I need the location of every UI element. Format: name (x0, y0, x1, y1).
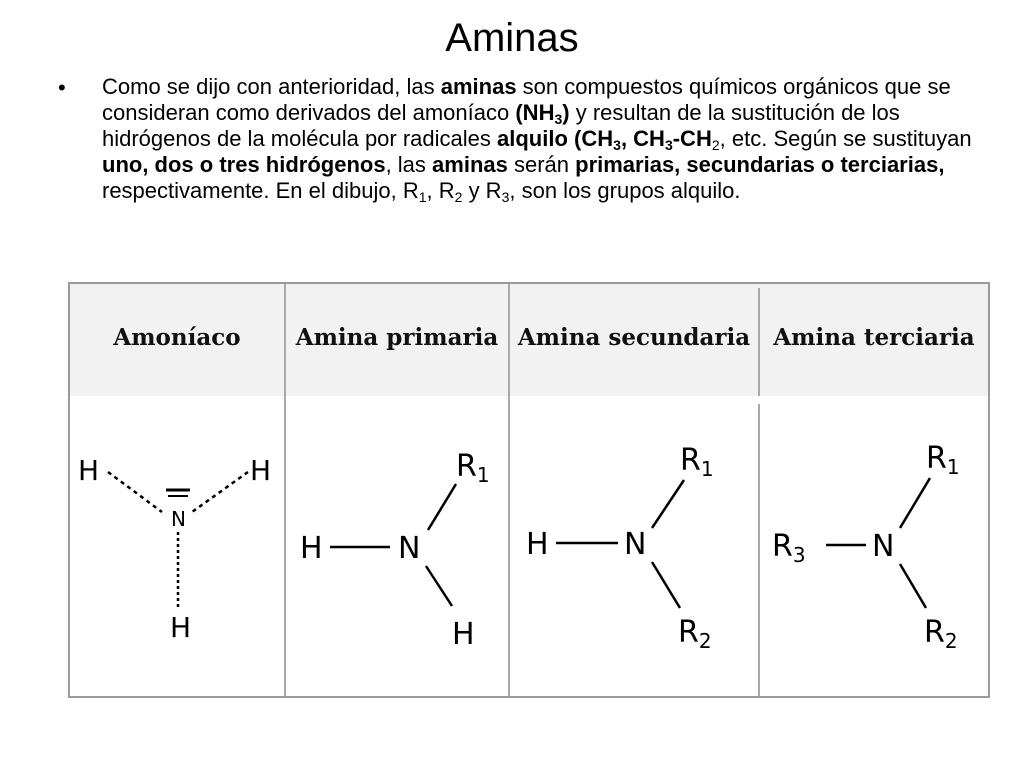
column-divider (758, 404, 760, 696)
bold-text: (NH (515, 100, 555, 125)
header-primary-amine: Amina primaria (295, 324, 499, 351)
tertiary-bond-top (900, 478, 930, 528)
bold-text: ) (562, 100, 570, 125)
bold-text: aminas (440, 74, 517, 99)
subscript-text: 2 (711, 137, 720, 153)
subscript-text: 3 (613, 137, 621, 153)
primary-r1: $R_1$ (456, 449, 490, 487)
paragraph-text: y R (462, 178, 502, 203)
tertiary-r1: $R_1$ (926, 441, 960, 479)
bold-text: primarias, secundarias o terciarias, (575, 152, 945, 177)
paragraph-text: Como se dijo con anterioridad, las (102, 74, 441, 99)
header-ammonia: Amoníaco (113, 324, 241, 351)
bold-text: alquilo (497, 126, 568, 151)
amine-comparison-table (68, 282, 990, 698)
ammonia-bond-left (108, 472, 162, 512)
secondary-n: N (624, 527, 647, 562)
primary-bond-bottom (426, 566, 452, 606)
tertiary-n: N (872, 529, 895, 564)
primary-h-left: H (300, 531, 323, 566)
bold-text: (CH (574, 126, 614, 151)
paragraph-text: , R (426, 178, 455, 203)
paragraph-text: y resultan de la sustitución de los hidrógenos de la molécula por radicales (102, 100, 900, 151)
ammonia-n: N (171, 507, 186, 531)
ammonia-structure (70, 434, 282, 654)
ammonia-bond-right (192, 472, 248, 512)
paragraph-text: serán (507, 152, 576, 177)
paragraph-text: , las (385, 152, 433, 177)
ammonia-h-bottom: H (170, 611, 192, 644)
bold-text: , CH (620, 126, 665, 151)
ammonia-h-right: H (250, 454, 272, 487)
secondary-r1: $R_1$ (680, 443, 714, 481)
subscript-text: 3 (554, 111, 563, 127)
subscript-text: 2 (454, 189, 463, 205)
primary-bond-top (428, 484, 456, 530)
header-secondary-amine: Amina secundaria (517, 324, 751, 351)
bold-text: uno, dos o tres hidrógenos (102, 152, 386, 177)
paragraph-text: son compuestos químicos orgánicos que se consideran como derivados del amoníaco (102, 74, 951, 125)
secondary-bond-top (652, 480, 684, 528)
secondary-bond-bottom (652, 562, 680, 608)
subscript-text: 3 (664, 137, 673, 153)
bullet-paragraph (102, 74, 982, 204)
secondary-h-left: H (526, 527, 549, 562)
slide-title: Aminas (445, 16, 579, 60)
bold-text: aminas (432, 152, 508, 177)
tertiary-r3: $R_3$ (772, 529, 806, 567)
paragraph-text: , etc. Según se sustituyan (719, 126, 972, 151)
header-tertiary-amine: Amina terciaria (773, 324, 975, 351)
primary-h-bottom: H (452, 617, 475, 652)
bullet-marker: • (58, 75, 66, 100)
primary-n: N (398, 531, 421, 566)
paragraph-text: respectivamente. En el dibujo, R (102, 178, 419, 203)
tertiary-bond-bottom (900, 564, 926, 608)
subscript-text: 3 (501, 189, 510, 205)
primary-amine-structure (296, 434, 496, 654)
paragraph-text: , son los grupos alquilo. (509, 178, 741, 203)
bold-text: -CH (672, 126, 712, 151)
subscript-text: 1 (418, 189, 427, 205)
secondary-r2: $R_2$ (678, 615, 712, 653)
secondary-amine-structure (522, 432, 742, 654)
tertiary-amine-structure (770, 432, 982, 654)
ammonia-h-left: H (78, 454, 100, 487)
tertiary-r2: $R_2$ (924, 615, 958, 653)
